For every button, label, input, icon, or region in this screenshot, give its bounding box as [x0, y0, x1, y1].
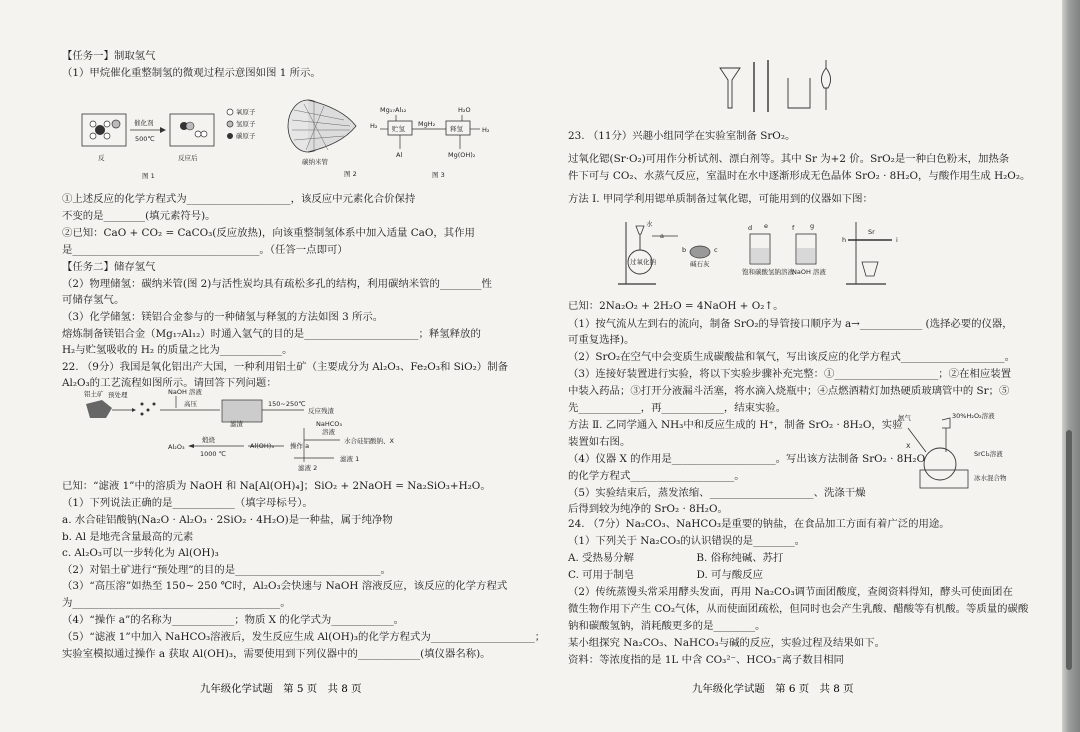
- figure-3-hydrogen-storage: [370, 103, 500, 181]
- app-port-e: e: [764, 222, 768, 230]
- flow-aloh3: Al(OH)₃: [250, 442, 274, 450]
- text-line: 可重复选择)。: [568, 334, 635, 346]
- lab-instruments-row: [718, 58, 848, 114]
- text-line: （5）实验结束后，蒸发浓缩、____________________、洗涤干燥: [568, 487, 866, 499]
- fig3-al: Al: [396, 151, 403, 159]
- text-line: （1）下列关于 Na₂CO₃的认识错误的是________。: [568, 535, 806, 547]
- fig3-input-alloy: Mg₁₇Al₁₂: [380, 106, 407, 114]
- app-port-c: c: [714, 246, 718, 254]
- right-page: [568, 0, 1038, 732]
- separatory-funnel-icon: [821, 60, 830, 110]
- flow-high-pressure: 高压: [184, 400, 197, 408]
- fig3-store-box: 贮氢: [392, 125, 405, 133]
- text-line: 24. （7分）Na₂CO₃、NaHCO₃是重要的钠盐，在食品加工方面有着广泛的用途。: [568, 518, 950, 530]
- flow-ore: 铝土矿: [84, 390, 104, 398]
- flow-op-a: 操作 a: [290, 442, 310, 450]
- flow-filter: 滤渣: [230, 420, 243, 428]
- text-line: 熔炼制备镁铝合金（Mg₁₇Al₁₂）时通入氩气的目的是______________________；释氢释放的: [62, 328, 481, 340]
- text-line: 23. （11分）兴趣小组同学在实验室制备 SrO₂。: [568, 130, 796, 142]
- text-line: （3）连接好装置进行实验，将以下实验步骤补充完整：①____________________；②在相应装置: [568, 368, 1012, 380]
- text-line: （4）仪器 X 的作用是____________________。写出该方法制备 SrO₂ · 8H₂O: [568, 453, 926, 465]
- text-line: 钠和碳酸氢钠，消耗酸更多的是________。: [568, 620, 766, 632]
- text-line: ②已知：CaO + CO₂ = CaCO₃(反应放热)，向该重整制氢体系中加入适量 CaO，其作用: [62, 227, 475, 239]
- flow-filtrate1: 滤液 1: [340, 455, 360, 463]
- text-line: 【任务二】储存氢气: [62, 261, 156, 273]
- legend-carbon: 碳原子: [236, 132, 256, 140]
- funnel-icon: [720, 68, 740, 108]
- fig3-input-water: H₂O: [458, 106, 471, 114]
- figure-2-carbon-nanotube: [284, 96, 364, 182]
- text-line: （3）“高压溶”如热至 150~ 250 ℃时，Al₂O₃会快速与 NaOH 溶液反应，该反应的化学方程式: [62, 580, 508, 592]
- text-line: Al₂O₃的工艺流程如图所示。请回答下列问题：: [62, 377, 277, 389]
- left-page-footer: 九年级化学试题 第 5 页 共 8 页: [200, 683, 362, 695]
- text-line: b. Al 是地壳含量最高的元素: [62, 531, 194, 543]
- temp-label: 500℃: [135, 135, 155, 143]
- app-port-i: i: [896, 236, 898, 244]
- text-line: ①上述反应的化学方程式为____________________，该反应中元素化合价保持: [62, 193, 416, 205]
- legend-hydrogen: 氢原子: [236, 120, 256, 128]
- text-line: 微生物作用下产生 CO₂气体，从而使面团疏松，但同时也会产生乳酸、醋酸等有机酸。等质量的碳酸: [568, 603, 1029, 615]
- flow-nahco3: NaHCO₃: [316, 420, 342, 428]
- text-line: H₂与贮氢吸收的 H₂ 的质量之比为____________。: [62, 344, 293, 356]
- text-line: （1）下列说法正确的是____________（填字母标号）。: [62, 497, 313, 509]
- fig1-caption: 图 1: [142, 172, 155, 180]
- app-sr: Sr: [868, 228, 875, 236]
- text-line: 为________________________________________。: [62, 597, 291, 609]
- carbon-atom-icon: [95, 125, 105, 135]
- app-port-g: g: [810, 222, 815, 230]
- setup-h2o2: 30%H₂O₂溶液: [952, 412, 995, 420]
- text-line: 装置如右图。: [568, 436, 631, 448]
- text-line: 方法 Ⅱ. 乙同学通入 NH₃中和反应生成的 H⁺，制备 SrO₂ · 8H₂O，实验: [568, 419, 903, 431]
- figure-1-legend: [226, 108, 266, 148]
- text-line: （2）传统蒸馒头常采用酵头发面，再用 Na₂CO₃调节面团酸度，查阅资料得知，酵头可使面团在: [568, 586, 1013, 598]
- legend-oxygen: 氧原子: [236, 108, 256, 116]
- text-line: 是____________________________________。（任答一点即可）: [62, 244, 348, 256]
- app-bottle1: 饱和碳酸氢钠溶液: [742, 268, 794, 276]
- setup-ice-bath: 冰水混合物: [974, 474, 1007, 482]
- fig3-release-box: 释氢: [450, 125, 463, 133]
- process-flow-diagram: [72, 388, 452, 470]
- fig3-intermediate: MgH₂: [418, 120, 436, 128]
- text-line: 后得到较为纯净的 SrO₂ · 8H₂O。: [568, 503, 728, 515]
- flow-temp: 150~250℃: [268, 400, 306, 408]
- fig2-caption: 图 2: [344, 170, 357, 178]
- text-line: a. 水合硅铝酸钠(Na₂O · Al₂O₃ · 2SiO₂ · 4H₂O)是一种盐，属于纯净物: [62, 514, 393, 526]
- app-port-d: d: [748, 224, 753, 232]
- app-port-b: b: [682, 246, 687, 254]
- text-line: （2）SrO₂在空气中会变质生成碳酸盐和氧气，写出该反应的化学方程式____________________。: [568, 351, 1016, 363]
- nanotube-label: 碳纳米管: [302, 158, 328, 166]
- text-line: 已知：“滤液 1”中的溶质为 NaOH 和 Na[Al(OH)₄]；SiO₂ + 2NaOH = Na₂SiO₃+H₂O。: [62, 480, 491, 492]
- fig1-before-label: 反: [98, 154, 105, 162]
- text-line: （5）“滤液 1”中加入 NaHCO₃溶液后，发生反应生成 Al(OH)₃的化学方程式为____________________；: [62, 631, 546, 643]
- app-port-a: a: [660, 232, 664, 240]
- scrollbar[interactable]: [1066, 430, 1072, 670]
- text-line: （2）物理储氢：碳纳米管(图 2)与活性炭均具有疏松多孔的结构，利用碳纳米管的________性: [62, 278, 492, 290]
- fig3-caption: 图 3: [432, 171, 445, 179]
- drying-tube-icon: [690, 246, 710, 258]
- text-line: c. Al₂O₃可以一步转化为 Al(OH)₃: [62, 547, 219, 559]
- flow-calcine: 煅烧: [202, 436, 215, 444]
- left-page: [62, 0, 546, 732]
- app-port-f: f: [792, 224, 795, 232]
- app-soda-lime: 碱石灰: [690, 260, 710, 268]
- fig3-h2-out: H₂: [482, 126, 490, 134]
- text-line: （4）“操作 a”的名称为____________；物质 X 的化学式为____________。: [62, 614, 405, 626]
- flow-slag: 反应残渣: [308, 407, 334, 415]
- text-line: C. 可用于制皂 D. 可与酸反应: [568, 569, 763, 581]
- text-line: A. 受热易分解 B. 俗称纯碱、苏打: [568, 552, 784, 564]
- text-line: 已知：2Na₂O₂ + 2H₂O = 4NaOH + O₂↑。: [568, 300, 784, 312]
- figure-1-microscopic-process: [80, 100, 220, 180]
- text-line: （1）甲烷催化重整制氢的微观过程示意图如图 1 所示。: [62, 67, 321, 79]
- flow-al2o3: Al₂O₃: [168, 443, 185, 451]
- setup-nh3: 氨气: [898, 414, 911, 422]
- text-line: 不变的是________(填元素符号)。: [62, 210, 216, 222]
- flow-naoh: NaOH 溶液: [168, 388, 202, 396]
- text-line: 实验室模拟通过操作 a 获取 Al(OH)₃，需要使用到下列仪器中的____________(填仪器名称)。: [62, 648, 491, 660]
- method2-setup: [896, 408, 1026, 494]
- alcohol-lamp-icon: [862, 262, 878, 276]
- text-line: （3）化学储氢：镁铝合金参与的一种储氢与释氢的方法如图 3 所示。: [62, 311, 384, 323]
- flow-solution: 溶液: [322, 428, 335, 436]
- flow-1000c: 1000 ℃: [200, 450, 226, 458]
- flow-filtrate2: 滤液 2: [298, 464, 318, 472]
- text-line: 资料：等浓度指的是 1L 中含 CO₃²⁻、HCO₃⁻离子数目相同: [568, 654, 844, 666]
- fig3-h2-in: H₂: [370, 122, 378, 130]
- text-line: 【任务一】制取氢气: [62, 50, 156, 62]
- app-peroxide: 过氧化钠: [630, 258, 656, 266]
- app-bottle2: NaOH 溶液: [792, 268, 826, 276]
- text-line: 的化学方程式____________________。: [568, 470, 745, 482]
- text-line: 件下可与 CO₂、水蒸气反应，室温时在水中逐渐形成无色晶体 SrO₂ · 8H₂O，与酸作用生成 H₂O₂。: [568, 170, 1031, 182]
- text-line: 某小组探究 Na₂CO₃、NaHCO₃与碱的反应，实验过程及结果如下。: [568, 637, 885, 649]
- three-neck-flask-icon: [924, 448, 956, 480]
- fig3-mgoh2: Mg(OH)₂: [448, 151, 476, 159]
- catalyst-label: 催化剂: [134, 119, 154, 127]
- text-line: （1）按气流从左到右的流向，制备 SrO₂的导管接口顺序为 a→____________ (选择必要的仪器，: [568, 318, 1013, 330]
- flow-pretreat: 预处理: [108, 391, 128, 399]
- setup-srcl2: SrCl₂溶液: [974, 450, 1003, 458]
- sr-preparation-apparatus: [616, 212, 966, 292]
- app-water: 水: [646, 220, 653, 228]
- beaker-icon: [788, 78, 810, 108]
- app-port-h: h: [842, 236, 847, 244]
- text-line: 中装入药品；③打开分液漏斗活塞，将水滴入烧瓶中；④点燃酒精灯加热硬质玻璃管中的 Sr；⑤: [568, 385, 1010, 397]
- text-line: 方法 Ⅰ. 甲同学利用锶单质制备过氧化锶，可能用到的仪器如下图：: [568, 193, 873, 205]
- text-line: 过氧化锶(Sr·O₂)可用作分析试剂、漂白剂等。其中 Sr 为+2 价。SrO₂是一种白色粉末，加热条: [568, 153, 1010, 165]
- flow-product-x: 水合硅铝酸钠、X: [344, 437, 394, 445]
- text-line: 可储存氢气。: [62, 294, 125, 306]
- fig1-after-label: 反应后: [178, 154, 198, 162]
- text-line: 先____________，再____________，结束实验。: [568, 402, 787, 414]
- right-page-footer: 九年级化学试题 第 6 页 共 8 页: [692, 683, 854, 695]
- setup-x: X: [906, 442, 911, 450]
- text-line: （2）对铝土矿进行“预处理”的目的是____________________________。: [62, 564, 391, 576]
- text-line: 22. （9分）我国是氧化铝出产大国，一种利用铝土矿（主要成分为 Al₂O₃、Fe₂O₃和 SiO₂）制备: [62, 361, 508, 373]
